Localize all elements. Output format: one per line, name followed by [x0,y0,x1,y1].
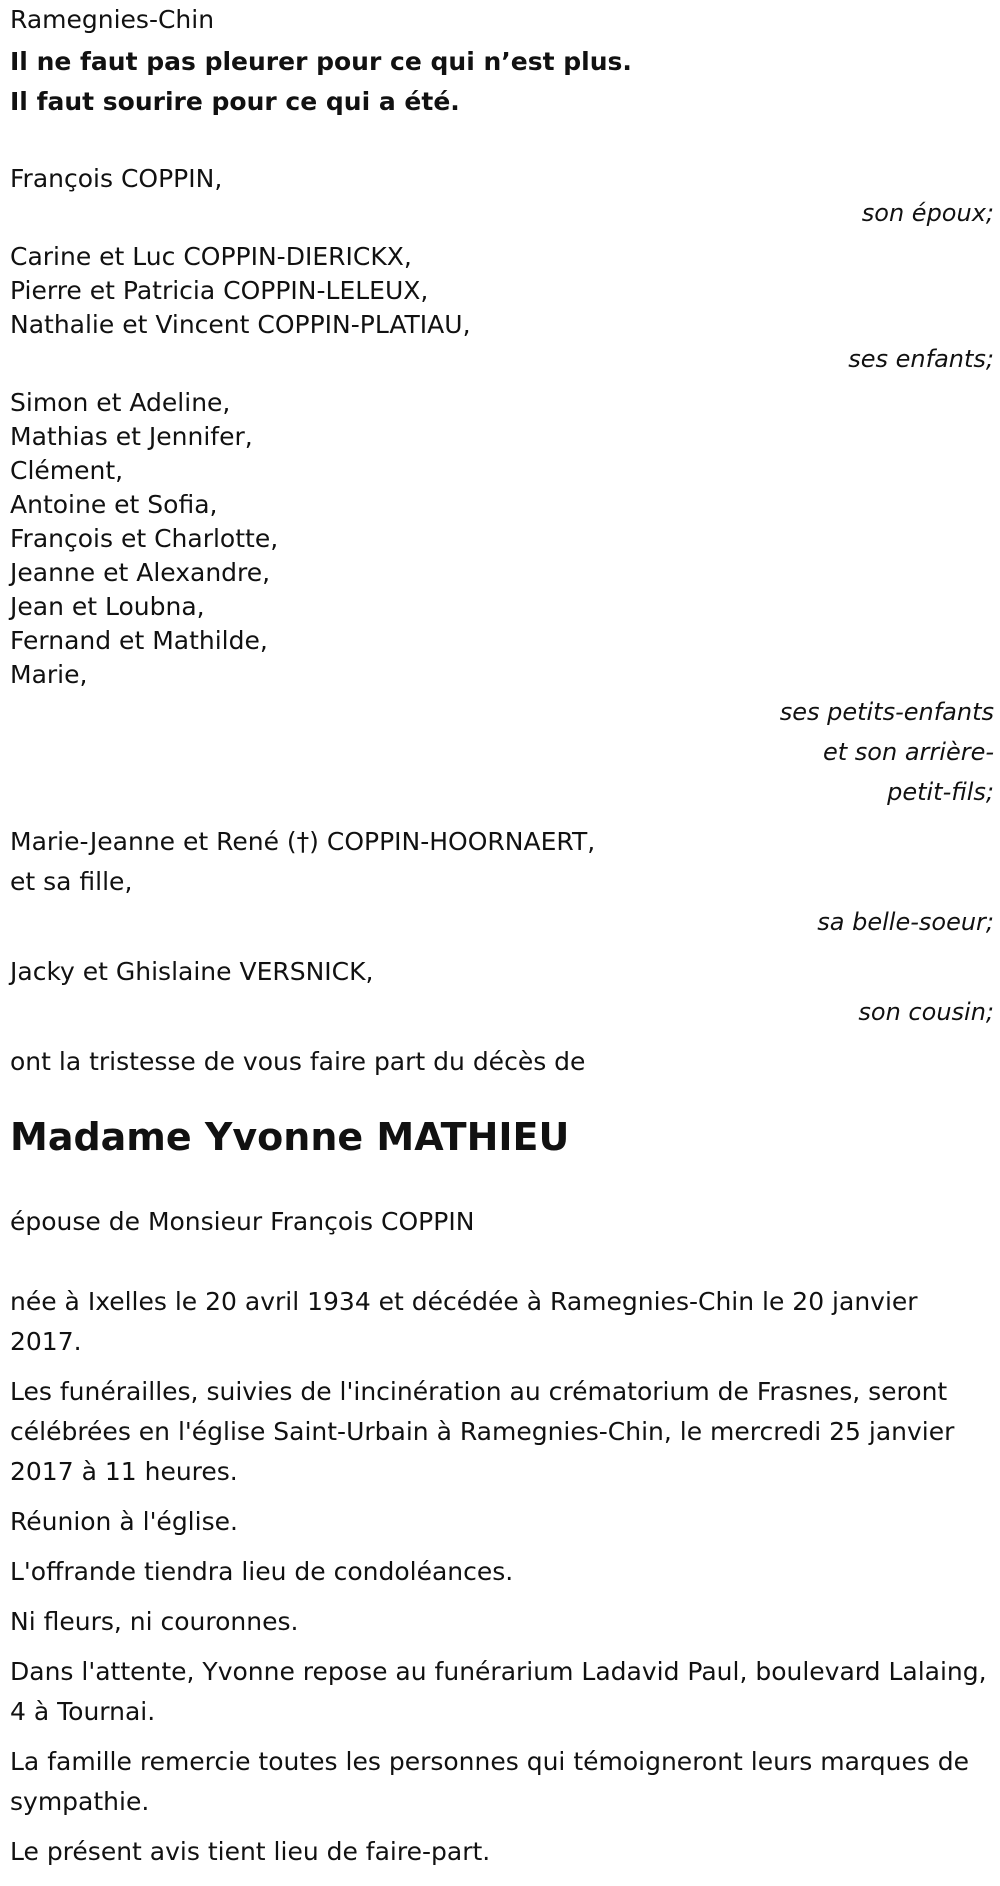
family-name: Simon et Adeline, [10,388,231,417]
family-name: François et Charlotte, [10,524,279,553]
funeral-paragraph: Les funérailles, suivies de l'incinération au crématorium de Frasnes, seront célébrées en l'église Saint-Urbain à Ramegnies-Chin, le mercredi 25 janvier 2017 à 11 heures. [10,1377,955,1486]
quote-line-2: Il faut sourire pour ce qui a été. [10,87,460,116]
family-role: petit-fils; [887,778,994,806]
family-name: Marie-Jeanne et René (†) COPPIN-HOORNAERT, [10,827,596,856]
family-name: Jacky et Ghislaine VERSNICK, [10,957,374,986]
family-name: Pierre et Patricia COPPIN-LELEUX, [10,276,429,305]
family-role: et son arrière- [823,738,994,766]
family-group-sister-in-law [10,822,994,942]
family-name: Fernand et Mathilde, [10,626,268,655]
announcement: ont la tristesse de vous faire part du décès de [10,1047,586,1076]
flowers-paragraph: Ni fleurs, ni couronnes. [10,1607,299,1636]
deceased-name: Madame Yvonne MATHIEU [10,1115,570,1159]
family-group-spouse [10,162,994,230]
family-group-cousin [10,952,994,1032]
family-name: Nathalie et Vincent COPPIN-PLATIAU, [10,310,471,339]
spouse-line: épouse de Monsieur François COPPIN [10,1207,475,1236]
family-name: Clément, [10,456,124,485]
location: Ramegnies-Chin [10,5,215,34]
family-role: son cousin; [858,998,994,1026]
notice-paragraph: Le présent avis tient lieu de faire-part. [10,1837,491,1866]
birth-death-paragraph: née à Ixelles le 20 avril 1934 et décédée à Ramegnies-Chin le 20 janvier 2017. [10,1287,918,1356]
thanks-paragraph: La famille remercie toutes les personnes qui témoigneront leurs marques de sympathie. [10,1747,970,1816]
family-role: son époux; [861,199,994,227]
family-group-grandchildren [10,386,994,812]
family-name: Jean et Loubna, [10,592,205,621]
family-name: Marie, [10,660,88,689]
family-name: Jeanne et Alexandre, [10,558,271,587]
family-name: François COPPIN, [10,164,223,193]
family-role: ses enfants; [848,345,994,373]
family-name: Carine et Luc COPPIN-DIERICKX, [10,242,412,271]
condolences-paragraph: L'offrande tiendra lieu de condoléances. [10,1557,514,1586]
meeting-paragraph: Réunion à l'église. [10,1507,238,1536]
family-role: ses petits-enfants [779,698,994,726]
quote-line-1: Il ne faut pas pleurer pour ce qui n’est plus. [10,47,632,76]
family-group-children [10,240,994,376]
family-role: sa belle-soeur; [817,908,994,936]
family-name: Antoine et Sofia, [10,490,218,519]
family-name: Mathias et Jennifer, [10,422,253,451]
funerarium-paragraph: Dans l'attente, Yvonne repose au funérarium Ladavid Paul, boulevard Lalaing, 4 à Tournai. [10,1657,987,1726]
family-name: et sa fille, [10,867,133,896]
